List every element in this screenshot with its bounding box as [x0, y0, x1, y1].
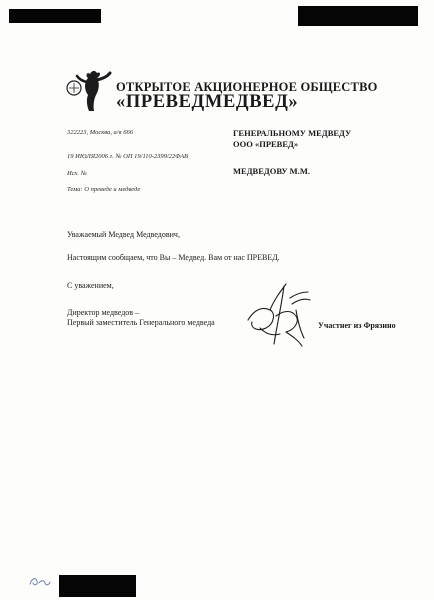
subject-line: Тема: О преведе и медведе — [67, 186, 141, 193]
signer-title-line-2: Первый заместитель Генерального медведа — [67, 318, 215, 327]
company-name-heading: «ПРЕВЕДМЕДВЕД» — [116, 92, 299, 112]
signer-name: Участнег из Фрязино — [318, 321, 396, 330]
closing-text: С уважением, — [67, 281, 114, 290]
bear-silhouette-icon — [60, 68, 114, 114]
redaction-bar-top-left — [9, 9, 101, 23]
redaction-bar-top-right — [298, 6, 418, 26]
handwritten-signature — [240, 280, 316, 352]
outgoing-number: Исх. № — [67, 170, 87, 177]
message-text: Настоящим сообщаем, что Вы – Медвед. Вам от нас ПРЕВЕД. — [67, 253, 280, 262]
salutation: Уважаемый Медвед Медведович, — [67, 230, 180, 239]
date-reference: 19 ИЮЛЯ2006 г. № ОП 19/110-2399/22ФАВ — [67, 153, 189, 160]
handwritten-mark — [28, 574, 52, 588]
recipient-position: ГЕНЕРАЛЬНОМУ МЕДВЕДУ — [233, 128, 352, 138]
signer-title-line-1: Директор медведов – — [67, 308, 140, 317]
redaction-bar-bottom — [59, 575, 136, 597]
company-type-heading: ОТКРЫТОЕ АКЦИОНЕРНОЕ ОБЩЕСТВО — [116, 80, 378, 94]
recipient-name: МЕДВЕДОВУ М.М. — [233, 166, 310, 176]
sender-address: 322223, Москва, а/я 666 — [67, 129, 133, 136]
recipient-company: ООО «ПРЕВЕД» — [233, 139, 299, 149]
